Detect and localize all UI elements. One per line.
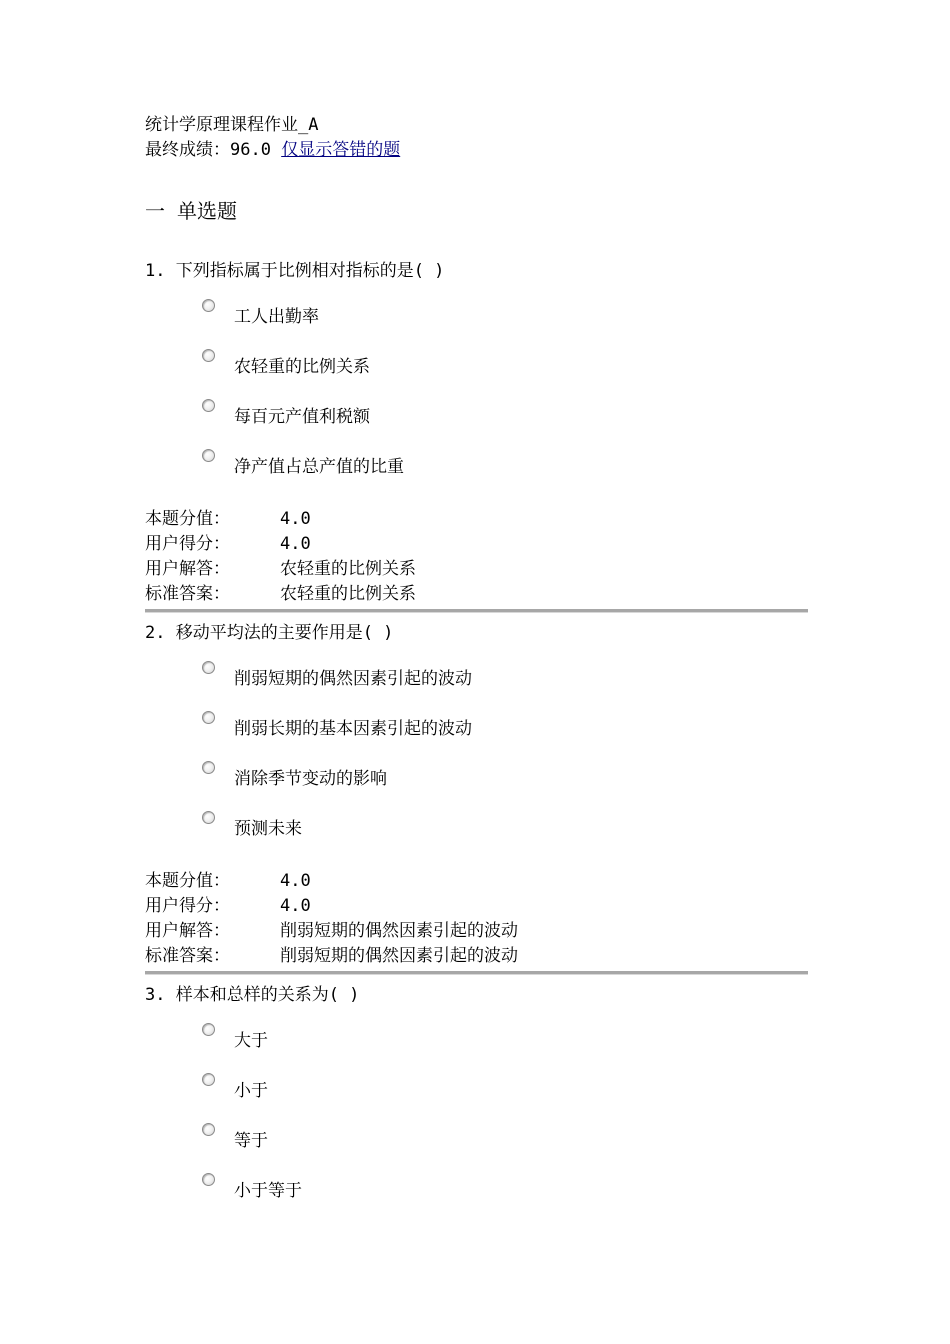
user-answer-value: 农轻重的比例关系 <box>280 559 416 579</box>
user-answer-row <box>145 557 808 582</box>
page-title: 统计学原理课程作业_A <box>145 115 319 135</box>
points-row <box>145 507 808 532</box>
final-score-line <box>145 138 808 163</box>
standard-answer-label: 标准答案： <box>145 584 230 604</box>
option-list <box>202 299 808 499</box>
radio-button-icon[interactable] <box>202 449 215 462</box>
option-list <box>202 661 808 861</box>
user-answer-label: 用户解答： <box>145 559 230 579</box>
radio-button-icon[interactable] <box>202 1023 215 1036</box>
option-label: 消除季节变动的影响 <box>234 769 387 789</box>
option-item[interactable] <box>202 711 808 761</box>
standard-answer-row <box>145 582 808 607</box>
user-score-value: 4.0 <box>280 534 311 554</box>
option-item[interactable] <box>202 811 808 861</box>
option-label: 小于等于 <box>234 1181 302 1201</box>
standard-answer-label: 标准答案： <box>145 946 230 966</box>
user-score-label: 用户得分： <box>145 896 230 916</box>
option-item[interactable] <box>202 299 808 349</box>
user-answer-row <box>145 919 808 944</box>
points-value: 4.0 <box>280 871 311 891</box>
option-label: 大于 <box>234 1031 268 1051</box>
option-label: 农轻重的比例关系 <box>234 357 370 377</box>
option-label: 工人出勤率 <box>234 307 319 327</box>
standard-answer-row <box>145 944 808 969</box>
points-label: 本题分值： <box>145 871 230 891</box>
option-label: 预测未来 <box>234 819 302 839</box>
radio-button-icon[interactable] <box>202 299 215 312</box>
assignment-page <box>145 113 808 1223</box>
option-item[interactable] <box>202 1123 808 1173</box>
question-text: 1. 下列指标属于比例相对指标的是( ) <box>145 261 445 281</box>
user-score-row <box>145 894 808 919</box>
user-score-value: 4.0 <box>280 896 311 916</box>
show-wrong-only-link[interactable]: 仅显示答错的题 <box>281 140 401 160</box>
user-answer-label: 用户解答： <box>145 921 230 941</box>
option-item[interactable] <box>202 1073 808 1123</box>
option-label: 每百元产值利税额 <box>234 407 370 427</box>
standard-answer-value: 农轻重的比例关系 <box>280 584 416 604</box>
option-item[interactable] <box>202 661 808 711</box>
question-text: 3. 样本和总样的关系为( ) <box>145 985 360 1005</box>
question-2 <box>145 621 808 975</box>
question-result <box>145 869 808 969</box>
final-score-label: 最终成绩： <box>145 140 230 160</box>
radio-button-icon[interactable] <box>202 1123 215 1136</box>
option-item[interactable] <box>202 349 808 399</box>
user-score-label: 用户得分： <box>145 534 230 554</box>
radio-button-icon[interactable] <box>202 811 215 824</box>
option-label: 削弱短期的偶然因素引起的波动 <box>234 669 472 689</box>
points-value: 4.0 <box>280 509 311 529</box>
divider <box>145 609 808 613</box>
option-label: 削弱长期的基本因素引起的波动 <box>234 719 472 739</box>
points-row <box>145 869 808 894</box>
user-score-row <box>145 532 808 557</box>
option-item[interactable] <box>202 1173 808 1223</box>
option-label: 等于 <box>234 1131 268 1151</box>
option-item[interactable] <box>202 449 808 499</box>
radio-button-icon[interactable] <box>202 761 215 774</box>
radio-button-icon[interactable] <box>202 711 215 724</box>
question-1 <box>145 259 808 613</box>
question-result <box>145 507 808 607</box>
option-item[interactable] <box>202 1023 808 1073</box>
radio-button-icon[interactable] <box>202 1173 215 1186</box>
option-label: 小于 <box>234 1081 268 1101</box>
divider <box>145 971 808 975</box>
user-answer-value: 削弱短期的偶然因素引起的波动 <box>280 921 518 941</box>
question-text: 2. 移动平均法的主要作用是( ) <box>145 623 394 643</box>
option-item[interactable] <box>202 399 808 449</box>
radio-button-icon[interactable] <box>202 399 215 412</box>
question-3 <box>145 983 808 1223</box>
option-item[interactable] <box>202 761 808 811</box>
section-title: 一 单选题 <box>145 199 238 223</box>
radio-button-icon[interactable] <box>202 1073 215 1086</box>
option-list <box>202 1023 808 1223</box>
option-label: 净产值占总产值的比重 <box>234 457 404 477</box>
standard-answer-value: 削弱短期的偶然因素引起的波动 <box>280 946 518 966</box>
radio-button-icon[interactable] <box>202 349 215 362</box>
radio-button-icon[interactable] <box>202 661 215 674</box>
final-score-value: 96.0 <box>230 140 271 160</box>
points-label: 本题分值： <box>145 509 230 529</box>
